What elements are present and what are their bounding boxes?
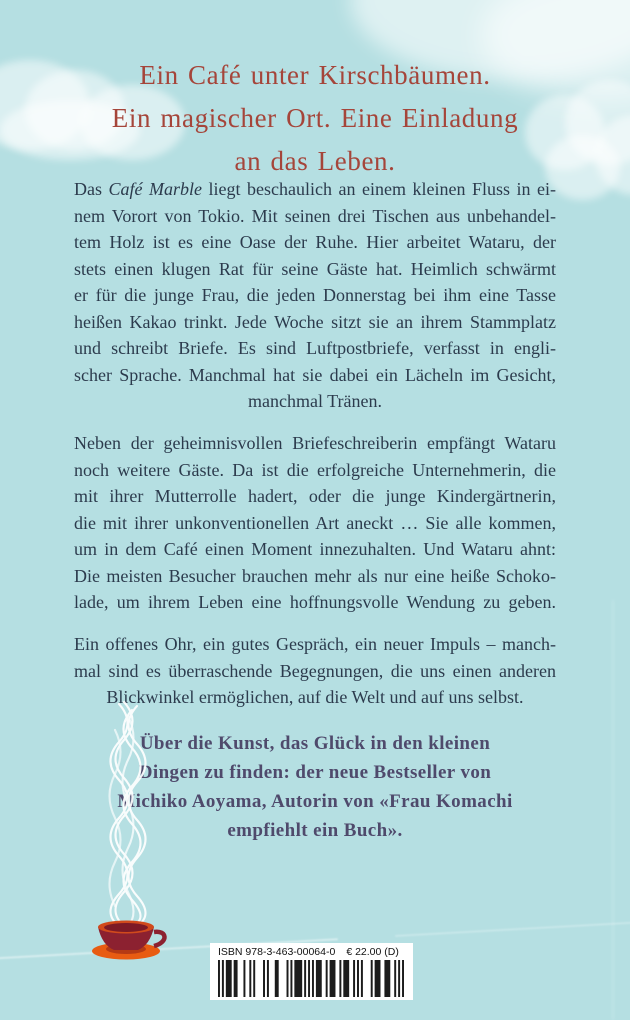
text-line: um in dem Café einen Moment innezuhalten. Und Wataru ahnt: [74, 539, 556, 559]
text-line: Neben der geheimnisvollen Briefeschreiberin empfängt Wataru [74, 433, 556, 453]
paper-crease [395, 921, 630, 937]
blurb-paragraph-2 [74, 430, 556, 616]
text-line: Die meisten Besucher brauchen mehr als nur eine heiße Schoko- [74, 565, 556, 586]
text-line: Über die Kunst, das Glück in den kleinen [139, 733, 491, 754]
text-line: nem Vorort von Tokio. Mit seinen drei Tischen aus unbehandel- [74, 205, 556, 226]
text-line: tem Holz ist es eine Oase der Ruhe. Hier arbeitet Wataru, der [74, 232, 556, 252]
text-line: und schreibt Briefe. Es sind Luftpostbriefe, verfasst in engli- [74, 338, 556, 358]
text-line: Ein offenes Ohr, ein gutes Gespräch, ein neuer Impuls – manch- [74, 634, 556, 654]
text-line: Michiko Aoyama, Autorin von «Frau Komachi [117, 791, 513, 812]
text-line: Ein magischer Ort. Eine Einladung [111, 103, 519, 133]
text-line: Ein Café unter Kirschbäumen. [139, 60, 491, 90]
headline [0, 54, 630, 183]
blurb-paragraph-3 [74, 631, 556, 711]
text-line: heißen Kakao trinkt. Jede Woche sitzt sie an ihrem Stammplatz [74, 311, 556, 332]
coffee-cup-icon [85, 915, 177, 967]
text-line: Das Café Marble liegt beschaulich an einem kleinen Fluss in ei- [74, 179, 556, 199]
text-line: empfiehlt ein Buch». [227, 820, 403, 841]
text-line: mit ihrer Mutterrolle hadert, oder die junge Kindergärtnerin, [74, 486, 556, 506]
text-line: Dingen zu finden: der neue Bestseller von [138, 762, 492, 783]
text-line: Blickwinkel ermöglichen, auf die Welt und auf uns selbst. [106, 687, 524, 707]
price-label: € 22.00 (D) [346, 946, 399, 958]
text-line: die mit ihrer unkonventionellen Art aneckt … Sie alle kommen, [74, 512, 556, 533]
barcode-icon [218, 960, 404, 997]
text-line: noch weitere Gäste. Da ist die erfolgreiche Unternehmerin, die [74, 459, 556, 480]
steam-icon [98, 700, 158, 930]
text-line: mal sind es überraschende Begegnungen, die uns einen anderen [74, 660, 556, 681]
barcode-block [210, 943, 413, 1000]
paper-streak [612, 600, 614, 1020]
text-line: lade, um ihrem Leben eine hoffnungsvolle Wendung zu geben. [74, 592, 556, 612]
text-line: manchmal Tränen. [248, 391, 382, 411]
text-line: stets einen klugen Rat für seine Gäste hat. Heimlich schwärmt [74, 258, 556, 279]
isbn-label: ISBN 978-3-463-00064-0 [218, 946, 336, 958]
text-line: er für die junge Frau, die jeden Donnerstag bei ihm eine Tasse [74, 285, 556, 305]
text-line: an das Leben. [234, 146, 396, 176]
isbn-price-row [210, 943, 413, 958]
blurb-paragraph-1 [74, 176, 556, 415]
text-line: scher Sprache. Manchmal hat sie dabei ein Lächeln im Gesicht, [74, 364, 556, 385]
